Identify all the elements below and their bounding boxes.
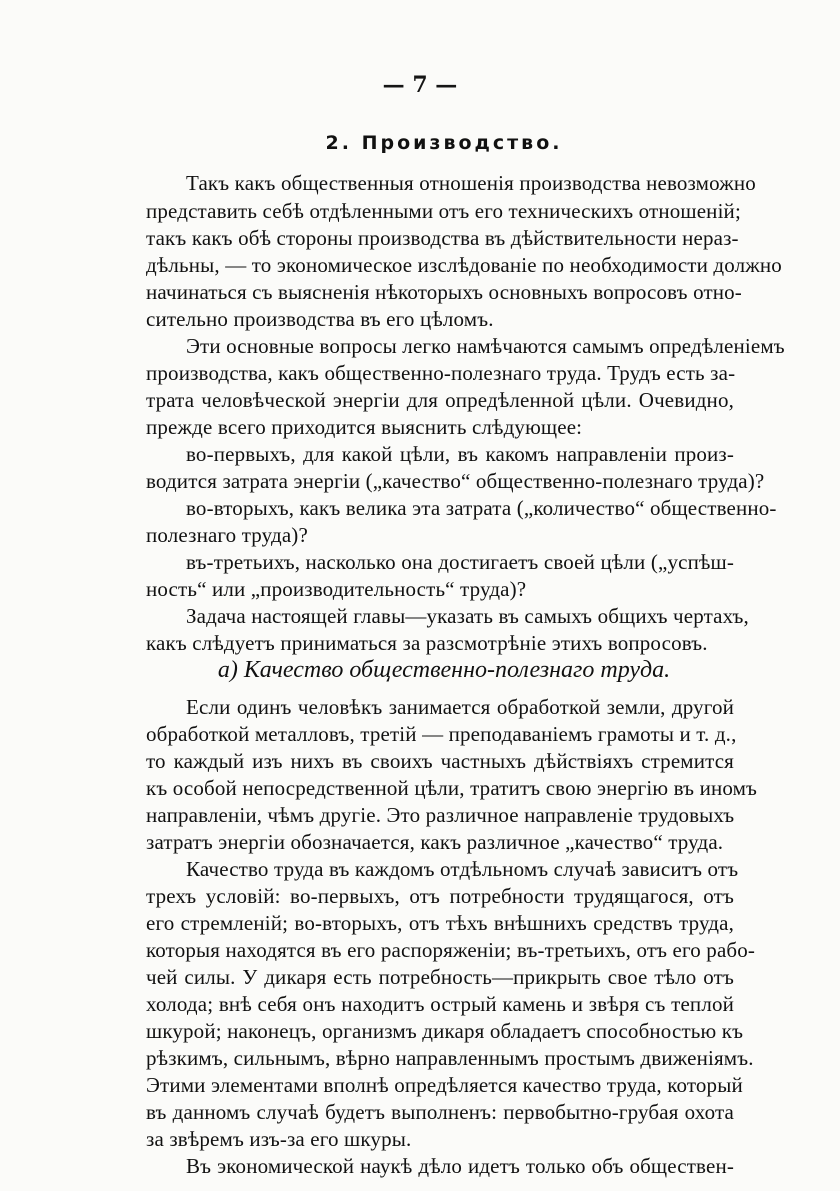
text-line: производства, какъ общественно-полезнаго труда. Трудъ есть за- (146, 361, 736, 385)
text-line: Этими элементами вполнѣ опредѣляется качество труда, который (146, 1073, 743, 1097)
text-line: во-вторыхъ, какъ велика эта затрата („количество“ общественно- (186, 496, 777, 520)
text-line: Задача настоящей главы—указать въ самыхъ общихъ чертахъ, (186, 604, 749, 628)
text-line: дѣльны, — то экономическое изслѣдованіе по необходимости должно (146, 253, 782, 277)
text-line: прежде всего приходится выяснить слѣдующее: (146, 415, 583, 439)
text-line: Такъ какъ общественныя отношенія производства невозможно (186, 171, 756, 195)
text-line: Въ экономической наукѣ дѣло идетъ только объ обществен- (186, 1154, 734, 1178)
text-line: въ данномъ случаѣ будетъ выполненъ: первобытно-грубая охота (146, 1100, 734, 1124)
text-line: то каждый изъ нихъ въ своихъ частныхъ дѣйствіяхъ стремится (146, 749, 734, 773)
text-line: начинаться съ выясненія нѣкоторыхъ основныхъ вопросовъ отно- (146, 280, 742, 304)
text-line: обработкой металловъ, третій — преподаваніемъ грамоты и т. д., (146, 722, 737, 746)
text-line: его стремленій; во-вторыхъ, отъ тѣхъ внѣшнихъ средствъ труда, (146, 911, 734, 935)
text-line: полезнаго труда)? (146, 523, 308, 547)
text-line: Качество труда въ каждомъ отдѣльномъ случаѣ зависитъ отъ (186, 857, 739, 881)
section-heading: 2. Производство. (325, 132, 563, 154)
text-line: которыя находятся въ его распоряженіи; въ-третьихъ, отъ его рабо- (146, 938, 756, 962)
text-line: представить себѣ отдѣленными отъ его техническихъ отношеній; (146, 199, 741, 223)
text-line: трехъ условій: во-первыхъ, отъ потребности трудящагося, отъ (146, 884, 734, 908)
text-line: водится затрата энергіи („качество“ общественно-полезнаго труда)? (146, 469, 765, 493)
subsection-heading: a) Качество общественно-полезнаго труда. (217, 657, 671, 683)
text-line: ность“ или „производительность“ труда)? (146, 577, 527, 601)
text-line: Если одинъ человѣкъ занимается обработкой земли, другой (186, 695, 734, 719)
text-line: за звѣремъ изъ-за его шкуры. (146, 1127, 412, 1151)
text-line: чей силы. У дикаря есть потребность—прикрыть свое тѣло отъ (146, 965, 734, 989)
text-line: сительно производства въ его цѣломъ. (146, 307, 494, 331)
text-line: затратъ энергіи обозначается, какъ различное „качество“ труда. (146, 830, 724, 854)
text-line: къ особой непосредственной цѣли, тратитъ свою энергію въ иномъ (146, 776, 758, 800)
text-line: шкурой; наконецъ, организмъ дикаря обладаетъ способностью къ (146, 1019, 744, 1043)
text-line: трата человѣческой энергіи для опредѣленной цѣли. Очевидно, (146, 388, 734, 412)
text-line: Эти основные вопросы легко намѣчаются самымъ опредѣленіемъ (186, 334, 785, 358)
text-line: такъ какъ обѣ стороны производства въ дѣйствительности нераз- (146, 226, 739, 250)
text-line: какъ слѣдуетъ приниматься за разсмотрѣніе этихъ вопросовъ. (146, 631, 708, 655)
text-line: въ-третьихъ, насколько она достигаетъ своей цѣли („успѣш- (186, 550, 734, 574)
text-line: рѣзкимъ, сильнымъ, вѣрно направленнымъ простымъ движеніямъ. (146, 1046, 754, 1070)
text-line: холода; внѣ себя онъ находитъ острый камень и звѣря съ теплой (146, 992, 734, 1016)
page-number: — 7 — (382, 72, 458, 98)
text-line: во-первыхъ, для какой цѣли, въ какомъ направленіи произ- (186, 442, 734, 466)
text-line: направленіи, чѣмъ другіе. Это различное направленіе трудовыхъ (146, 803, 735, 827)
